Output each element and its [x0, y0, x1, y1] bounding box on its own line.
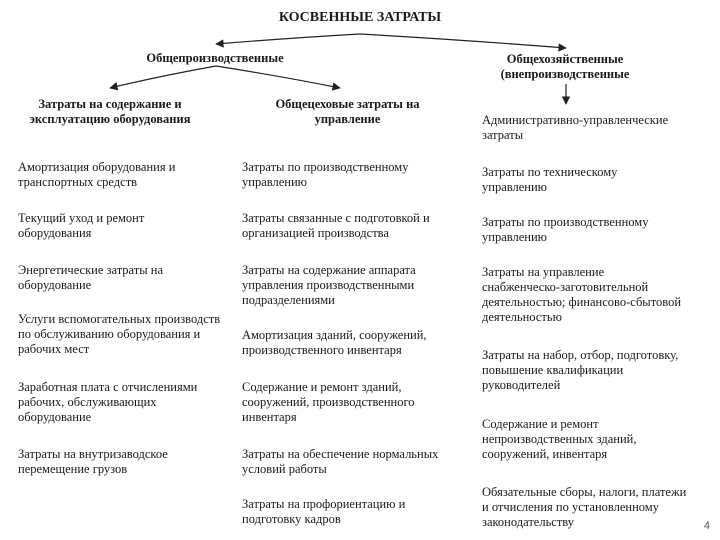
col2-item: Амортизация зданий, сооружений, производственного инвентаря — [242, 328, 427, 357]
page-number: 4 — [703, 520, 710, 532]
arrow-title-right — [360, 34, 566, 48]
col3-header: Административно-управленческие затраты — [482, 113, 669, 142]
col1-item: Затраты на внутризаводское перемещение грузов — [18, 447, 168, 476]
col1-item: Заработная плата с отчислениями рабочих, обслуживающих оборудование — [18, 380, 198, 424]
col1-item: Амортизация оборудования и транспортных средств — [18, 160, 176, 189]
col1-item: Энергетические затраты на оборудование — [18, 263, 164, 292]
col3-item: Содержание и ремонт непроизводственных зданий, сооружений, инвентаря — [482, 417, 637, 461]
col1-header: Затраты на содержание и эксплуатацию оборудования — [29, 97, 191, 126]
col2-item: Затраты по производственному управлению — [242, 160, 409, 189]
col1-item: Текущий уход и ремонт оборудования — [18, 211, 145, 240]
page-title: КОСВЕННЫЕ ЗАТРАТЫ — [278, 10, 442, 25]
col2-item: Затраты на обеспечение нормальных условий работы — [242, 447, 439, 476]
col3-item: Затраты на набор, отбор, подготовку, повышение квалификации руководителей — [482, 348, 679, 392]
arrow-left-sub1 — [110, 66, 216, 88]
col1-item: Услуги вспомогательных производств по обслуживанию оборудования и рабочих мест — [18, 312, 221, 356]
col2-item: Затраты на профориентацию и подготовку кадров — [242, 497, 406, 526]
col2-item: Затраты на содержание аппарата управления производственными подразделениями — [242, 263, 416, 307]
col3-item: Затраты по производственному управлению — [482, 215, 649, 244]
branch-left: Общепроизводственные — [146, 51, 284, 65]
col3-item: Затраты на управление снабженческо-заготовительной деятельностью; финансово-сбытовой деятельностью — [482, 265, 682, 324]
col2-item: Содержание и ремонт зданий, сооружений, производственного инвентаря — [242, 380, 415, 424]
arrow-title-left — [216, 34, 360, 44]
col2-header: Общецеховые затраты на управление — [275, 97, 420, 126]
col2-item: Затраты связанные с подготовкой и организацией производства — [242, 211, 430, 240]
col3-item: Обязательные сборы, налоги, платежи и отчисления по установленному законодательству — [482, 485, 687, 529]
branch-right: Общехозяйственные (внепроизводственные — [500, 52, 630, 81]
col3-item: Затраты по техническому управлению — [482, 165, 618, 194]
arrow-left-sub2 — [216, 66, 340, 88]
